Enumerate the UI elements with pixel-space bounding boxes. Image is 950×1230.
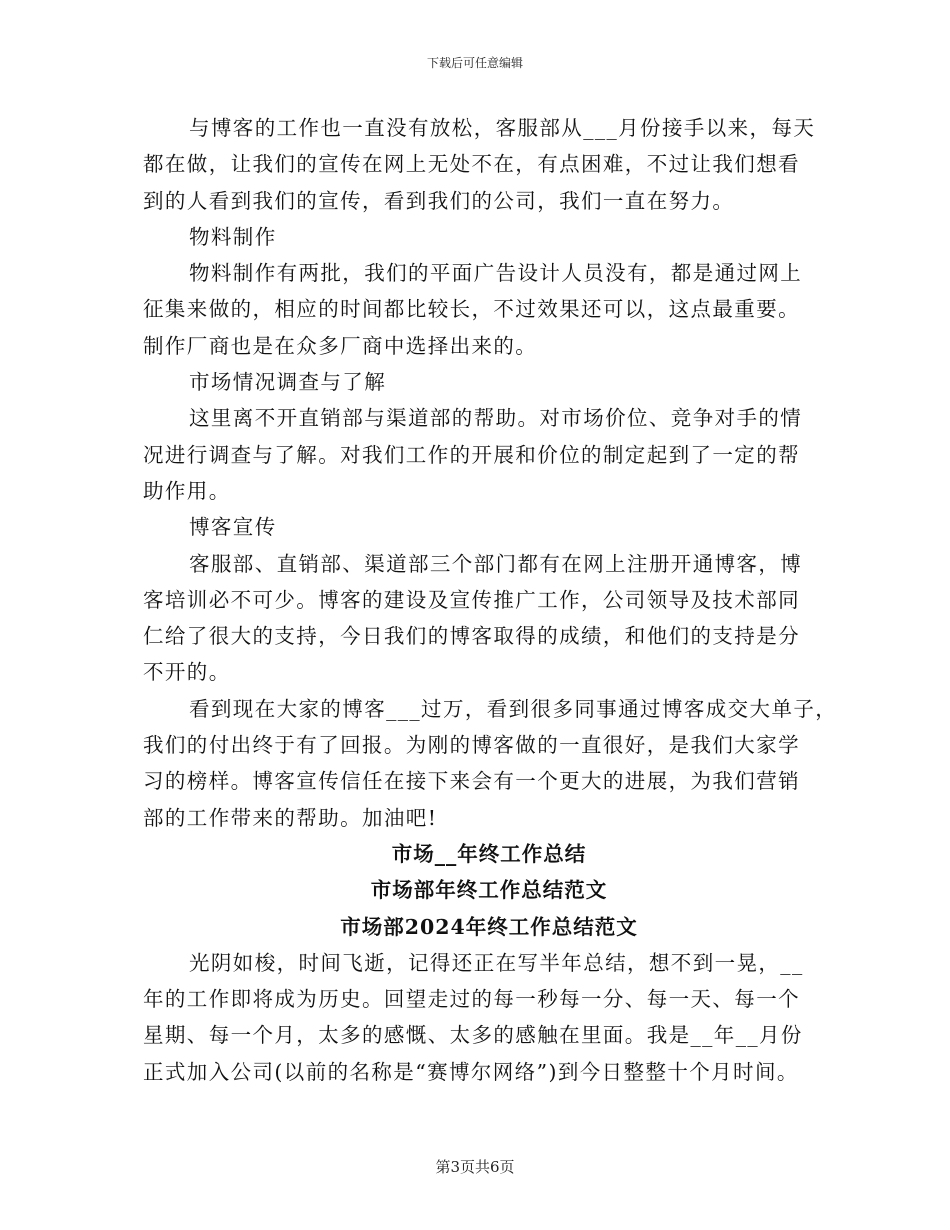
section-title: 市场部2024年终工作总结范文 [340, 914, 638, 939]
page-footer: 第3页共6页 [435, 1158, 515, 1176]
text-line: 星期、每一个月，太多的感慨、太多的感触在里面。我是__年__月份 [143, 1023, 803, 1048]
text-line: 到的人看到我们的宣传，看到我们的公司，我们一直在努力。 [143, 188, 735, 213]
text-line: 征集来做的，相应的时间都比较长，不过效果还可以，这点最重要。 [143, 297, 800, 322]
text-line: 不开的。 [143, 660, 231, 685]
text-line: 我们的付出终于有了回报。为刚的博客做的一直很好，是我们大家学 [143, 733, 800, 758]
text-line: 光阴如梭，时间飞逝，记得还正在写半年总结，想不到一晃，__ [189, 950, 804, 975]
text-line: 与博客的工作也一直没有放松，客服部从___月份接手以来，每天 [189, 116, 816, 140]
text-line: 部的工作带来的帮助。加油吧! [143, 805, 438, 830]
document-body [143, 110, 838, 1090]
text-line: 都在做，让我们的宣传在网上无处不在，有点困难，不过让我们想看 [143, 152, 800, 177]
text-line: 制作厂商也是在众多厂商中选择出来的。 [143, 333, 538, 358]
title-block [143, 836, 823, 945]
text-line: 看到现在大家的博客___过万，看到很多同事通过博客成交大单子， [189, 696, 838, 721]
text-line: 习的榜样。博客宣传信任在接下来会有一个更大的进展，为我们营销 [143, 769, 800, 794]
text-line: 这里离不开直销部与渠道部的帮助。对市场价位、竞争对手的情 [189, 406, 803, 431]
text-line: 仁给了很大的支持，今日我们的博客取得的成绩，和他们的支持是分 [143, 624, 800, 649]
text-line: 况进行调查与了解。对我们工作的开展和价位的制定起到了一定的帮 [143, 442, 800, 467]
text-line: 正式加入公司(以前的名称是“赛博尔网络”)到今日整整十个月时间。 [143, 1059, 799, 1084]
text-line: 物料制作 [189, 224, 277, 249]
text-line: 客服部、直销部、渠道部三个部门都有在网上注册开通博客，博 [189, 551, 803, 576]
section-title: 市场__年终工作总结 [391, 841, 587, 866]
body-section-2 [143, 945, 823, 1090]
text-line: 博客宣传 [189, 515, 277, 540]
page-header: 下载后可任意编辑 [426, 56, 523, 70]
section-title: 市场部年终工作总结范文 [370, 878, 608, 903]
text-line: 客培训必不可少。博客的建设及宣传推广工作，公司领导及技术部同 [143, 587, 800, 612]
text-line: 年的工作即将成为历史。回望走过的每一秒每一分、每一天、每一个 [143, 987, 800, 1012]
text-line: 助作用。 [143, 478, 231, 503]
body-section-1 [143, 110, 838, 836]
text-line: 市场情况调查与了解 [189, 370, 387, 395]
text-line: 物料制作有两批，我们的平面广告设计人员没有，都是通过网上 [189, 261, 803, 286]
